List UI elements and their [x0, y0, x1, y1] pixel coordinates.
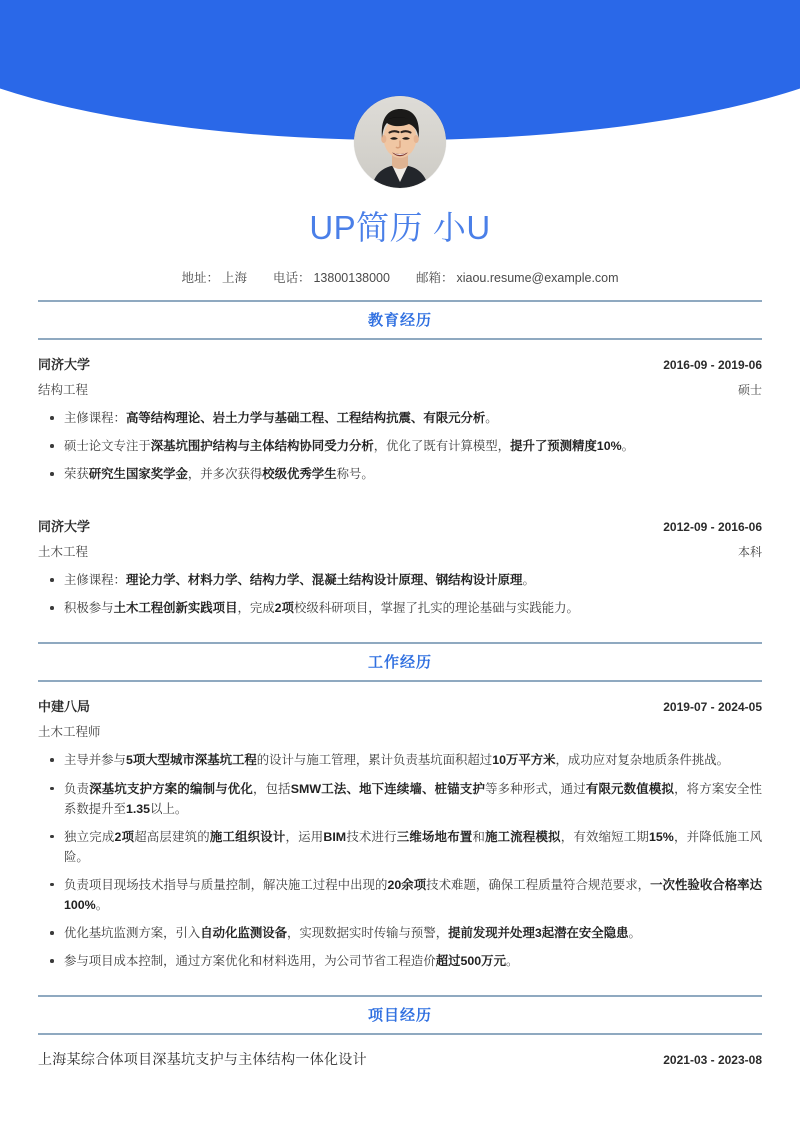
entry-header-row: [38, 516, 762, 535]
entry-header-row: [38, 1049, 762, 1069]
bullet-item: 主修课程：高等结构理论、岩土力学与基础工程、工程结构抗震、有限元分析。: [38, 408, 762, 428]
section-heading: [38, 300, 762, 340]
resume-entry: [38, 340, 762, 484]
resume-section: [38, 642, 762, 971]
bullet-item: 参与项目成本控制，通过方案优化和材料选用，为公司节省工程造价超过500万元。: [38, 951, 762, 971]
bullet-item: 荣获研究生国家奖学金，并多次获得校级优秀学生称号。: [38, 464, 762, 484]
bullet-item: 硕士论文专注于深基坑围护结构与主体结构协同受力分析，优化了既有计算模型，提升了预测精度10%。: [38, 436, 762, 456]
entry-subheader-row: [38, 722, 762, 740]
entry-degree: 本科: [737, 545, 762, 560]
bullet-item: 负责项目现场技术指导与质量控制，解决施工过程中出现的20余项技术难题，确保工程质量符合规范要求，一次性验收合格率达100%。: [38, 875, 762, 915]
bullet-item: 主导并参与5项大型城市深基坑工程的设计与施工管理，累计负责基坑面积超过10万平方米，成功应对复杂地质条件挑战。: [38, 750, 762, 770]
section-spacer: [38, 971, 762, 995]
entry-date: 2021-03 - 2023-08: [663, 1053, 762, 1068]
bullet-item: 负责深基坑支护方案的编制与优化，包括SMW工法、地下连续墙、桩锚支护等多种形式，通过有限元数值模拟，将方案安全性系数提升至1.35以上。: [38, 779, 762, 819]
profile-photo-icon: [354, 96, 446, 188]
bullet-item: 主修课程：理论力学、材料力学、结构力学、混凝土结构设计原理、钢结构设计原理。: [38, 570, 762, 590]
entry-organization: 中建八局: [38, 699, 91, 715]
contact-address-label: 地址：: [181, 271, 219, 285]
bullet-item: 积极参与土木工程创新实践项目，完成2项校级科研项目，掌握了扎实的理论基础与实践能力。: [38, 598, 762, 618]
entry-subheader-row: [38, 380, 762, 398]
resume-entry: [38, 502, 762, 618]
bullet-list: [38, 750, 762, 971]
entry-organization: 同济大学: [38, 519, 91, 535]
contact-address-value: 上海: [221, 271, 247, 285]
entry-header-row: [38, 696, 762, 715]
resume-section: [38, 300, 762, 618]
bullet-list: [38, 570, 762, 618]
contact-info: [0, 268, 800, 286]
contact-email-label: 邮箱：: [415, 271, 454, 285]
resume-section: [38, 995, 762, 1069]
contact-email-value: xiaou.resume@example.com: [456, 271, 619, 285]
page-title: [0, 210, 800, 246]
section-heading: [38, 995, 762, 1035]
resume-entry: [38, 1035, 762, 1069]
bullet-item: 独立完成2项超高层建筑的施工组织设计，运用BIM技术进行三维场地布置和施工流程模拟，有效缩短工期15%，并降低施工风险。: [38, 827, 762, 867]
section-heading-label: 教育经历: [367, 312, 432, 329]
entry-organization: 同济大学: [38, 357, 91, 372]
entry-date: 2012-09 - 2016-06: [663, 520, 762, 535]
entry-role: 结构工程: [38, 383, 89, 397]
entry-subheader-row: [38, 542, 762, 560]
avatar: [354, 96, 446, 188]
entry-role: 土木工程师: [38, 725, 101, 740]
bullet-item: 优化基坑监测方案，引入自动化监测设备，实现数据实时传输与预警，提前发现并处理3起潜在安全隐患。: [38, 923, 762, 943]
contact-phone: [273, 268, 390, 286]
resume-entry: [38, 682, 762, 971]
resume-body: [0, 300, 800, 1069]
contact-phone-label: 电话：: [272, 271, 311, 285]
entry-degree: 硕士: [737, 383, 762, 397]
project-title: 上海某综合体项目深基坑支护与主体结构一体化设计: [38, 1051, 367, 1068]
entry-header-row: [38, 354, 762, 373]
section-spacer: [38, 618, 762, 642]
contact-email: [416, 268, 619, 286]
entry-date: 2019-07 - 2024-05: [663, 700, 762, 715]
section-heading: [38, 642, 762, 682]
bullet-list: [38, 408, 762, 484]
entry-role: 土木工程: [38, 545, 89, 560]
entry-spacer: [38, 484, 762, 502]
section-heading-label: 项目经历: [367, 1007, 432, 1025]
section-heading-label: 工作经历: [367, 654, 432, 672]
entry-date: 2016-09 - 2019-06: [663, 358, 762, 372]
contact-phone-value: 13800138000: [313, 271, 390, 285]
contact-address: [181, 268, 247, 286]
resume-header: [0, 0, 800, 300]
candidate-name: UP简历 小U: [309, 209, 491, 246]
